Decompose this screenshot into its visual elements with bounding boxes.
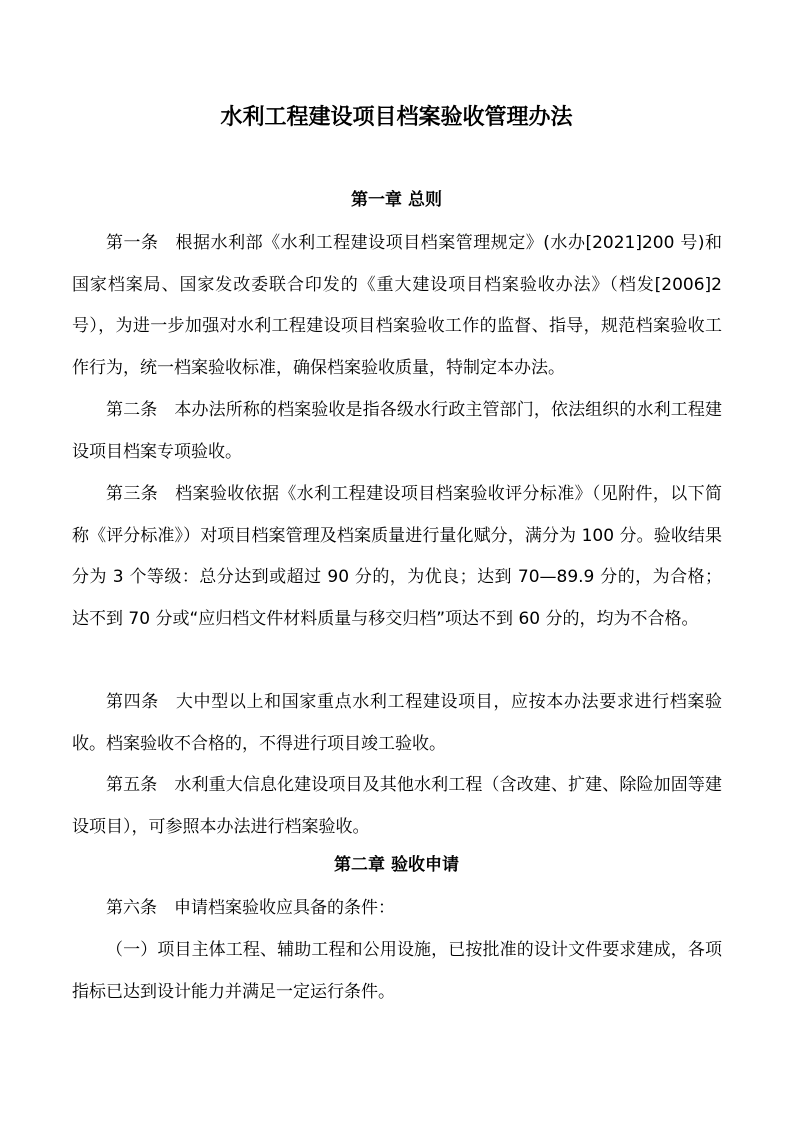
clause-text: （一）项目主体工程、辅助工程和公用设施，已按批准的设计文件要求建成，各项指标已达到设计能力并满足一定运行条件。 [72, 940, 722, 1002]
article-text: 水利重大信息化建设项目及其他水利工程（含改建、扩建、除险加固等建设项目），可参照本办法进行档案验收。 [72, 775, 723, 837]
article-5 [72, 765, 722, 848]
article-number: 第五条 [106, 775, 158, 795]
clause-1 [72, 930, 722, 1013]
chapter-1-heading: 第一章 总则 [351, 190, 442, 210]
article-number: 第四条 [106, 692, 159, 712]
article-text: 大中型以上和国家重点水利工程建设项目，应按本办法要求进行档案验收。档案验收不合格的，不得进行项目竣工验收。 [72, 692, 723, 754]
article-2 [72, 390, 722, 473]
article-text: 申请档案验收应具备的条件： [174, 898, 395, 918]
article-1 [72, 223, 722, 389]
article-number: 第三条 [106, 484, 159, 504]
article-text: 本办法所称的档案验收是指各级水行政主管部门，依法组织的水利工程建设项目档案专项验收。 [72, 400, 723, 462]
article-4 [72, 682, 722, 765]
article-3 [72, 474, 722, 640]
article-6 [72, 888, 722, 930]
article-text: 根据水利部《水利工程建设项目档案管理规定》(水办[2021]200 号)和国家档案局、国家发改委联合印发的《重大建设项目档案验收办法》（档发[2006]2 号），为进一步加强对水利工程建设项目档案验收工作的监督、指导，规范档案验收工作行为，统一档案验收标准，确保档案验收质量，特制定本办法。 [72, 233, 722, 378]
article-number: 第六条 [106, 898, 157, 918]
article-number: 第一条 [106, 233, 159, 253]
article-text: 档案验收依据《水利工程建设项目档案验收评分标准》（见附件，以下简称《评分标准》）对项目档案管理及档案质量进行量化赋分，满分为 100 分。验收结果分为 3 个等级：总分达到或超过 90 分的，为优良；达到 70—89.9 分的，为合格；达不到 70 分或“应归档文件材料质量与移交归档”项达不到 60 分的，均为不合格。 [72, 484, 723, 629]
article-number: 第二条 [106, 400, 158, 420]
document-title: 水利工程建设项目档案验收管理办法 [220, 105, 573, 130]
chapter-2-heading: 第二章 验收申请 [334, 855, 459, 875]
